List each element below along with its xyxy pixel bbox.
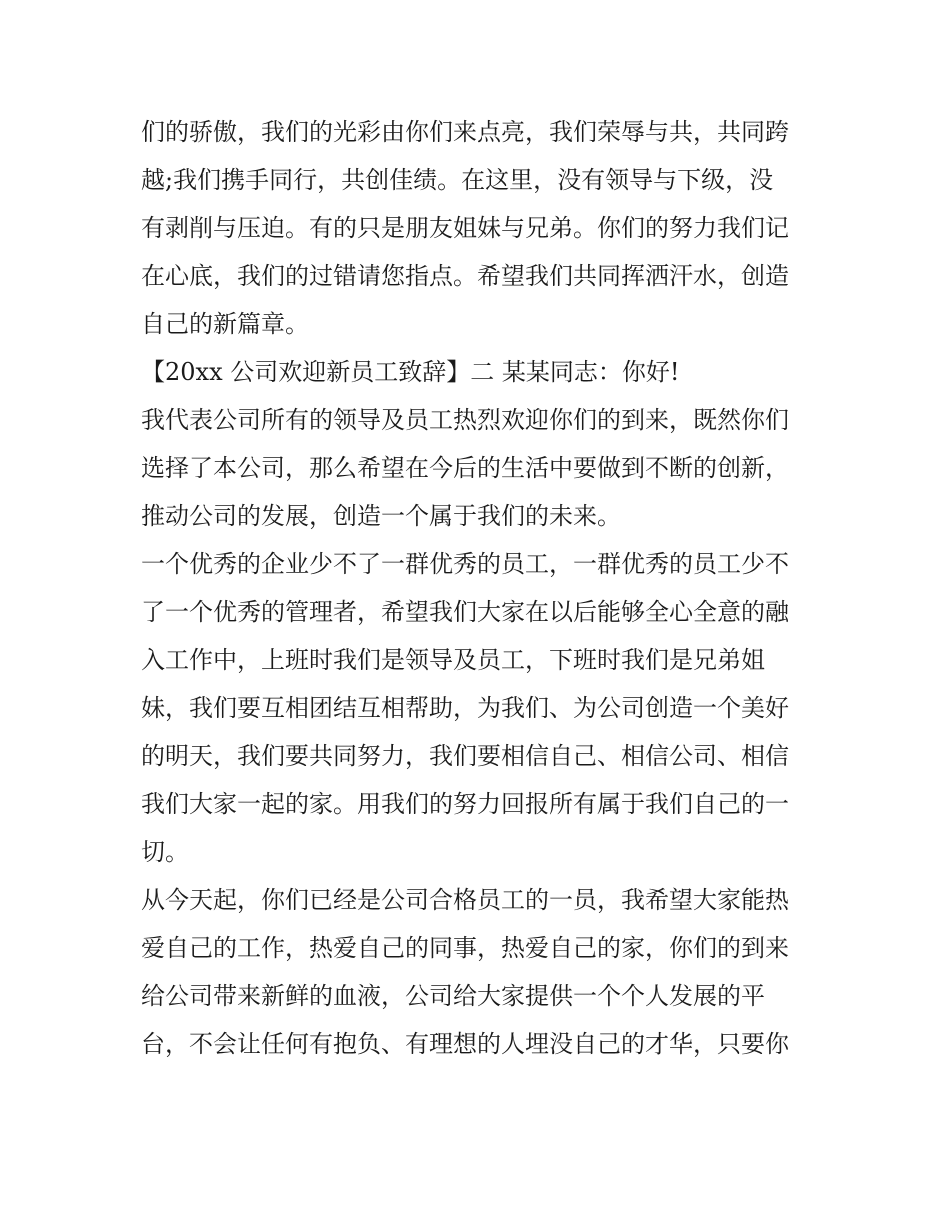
text-line: 妹，我们要互相团结互相帮助，为我们、为公司创造一个美好 [141, 694, 789, 722]
text-line: 在心底，我们的过错请您指点。希望我们共同挥洒汗水，创造 [141, 262, 789, 290]
text-line: 的明天，我们要共同努力，我们要相信自己、相信公司、相信 [141, 742, 789, 770]
body-text [141, 108, 821, 1068]
text-line: 我们大家一起的家。用我们的努力回报所有属于我们自己的一 [141, 790, 789, 818]
text-line: 推动公司的发展，创造一个属于我们的未来。 [141, 502, 621, 530]
text-line: 从今天起，你们已经是公司合格员工的一员，我希望大家能热 [141, 886, 789, 914]
text-line: 台，不会让任何有抱负、有理想的人埋没自己的才华，只要你 [141, 1030, 789, 1058]
text-line: 爱自己的工作，热爱自己的同事，热爱自己的家，你们的到来 [141, 934, 789, 962]
text-line: 越;我们携手同行，共创佳绩。在这里，没有领导与下级，没 [141, 166, 774, 194]
text-line: 选择了本公司，那么希望在今后的生活中要做到不断的创新， [141, 454, 789, 482]
section-heading: 【20xx 公司欢迎新员工致辞】二 某某同志：你好! [141, 358, 680, 386]
text-line: 我代表公司所有的领导及员工热烈欢迎你们的到来，既然你们 [141, 406, 789, 434]
text-line: 们的骄傲，我们的光彩由你们来点亮，我们荣辱与共，共同跨 [141, 118, 789, 146]
text-line: 自己的新篇章。 [141, 310, 309, 338]
text-line: 切。 [141, 838, 189, 866]
text-line: 一个优秀的企业少不了一群优秀的员工，一群优秀的员工少不 [141, 550, 789, 578]
text-line: 有剥削与压迫。有的只是朋友姐妹与兄弟。你们的努力我们记 [141, 214, 789, 242]
text-line: 入工作中，上班时我们是领导及员工，下班时我们是兄弟姐 [141, 646, 765, 674]
text-line: 了一个优秀的管理者，希望我们大家在以后能够全心全意的融 [141, 598, 789, 626]
text-line: 给公司带来新鲜的血液，公司给大家提供一个个人发展的平 [141, 982, 765, 1010]
